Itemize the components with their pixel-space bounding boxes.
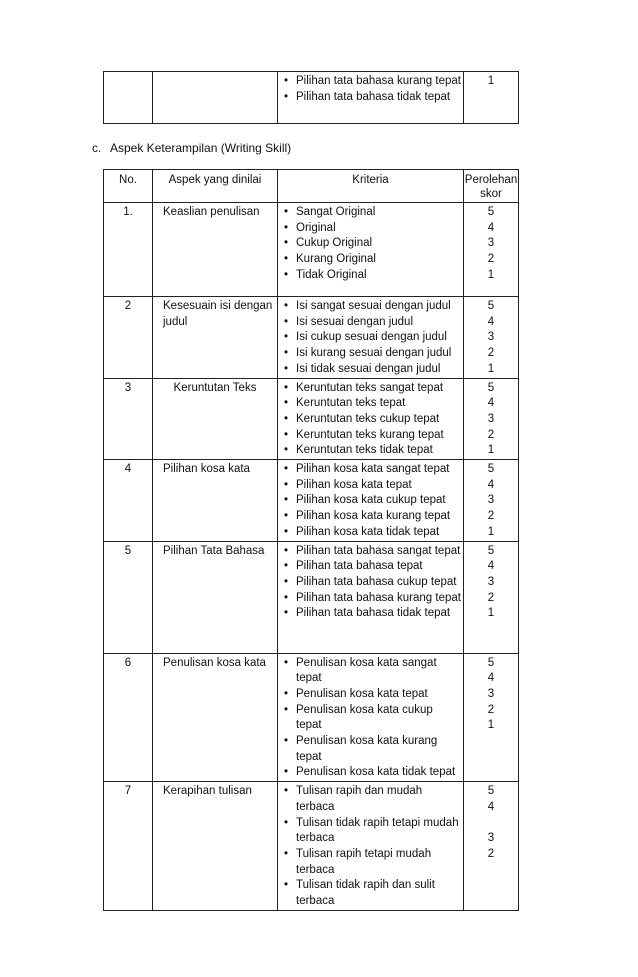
- criteria-item: • Keruntutan teks sangat tepat: [282, 381, 463, 397]
- criteria-item: • Isi sangat sesuai dengan judul: [282, 299, 463, 315]
- row-aspect: Kesesuain isi dengan judul: [153, 297, 278, 379]
- row-scores: [464, 378, 519, 460]
- criteria-item: • Sangat Original: [282, 205, 463, 221]
- row-no: 2: [104, 297, 153, 379]
- score-value: 3: [487, 687, 495, 700]
- row-scores: [464, 653, 519, 782]
- row-no: 5: [104, 541, 153, 653]
- score-value: 1: [487, 719, 495, 732]
- score-value: 4: [487, 315, 495, 328]
- criteria-item: • Pilihan kosa kata cukup tepat: [282, 493, 463, 509]
- score-value: 4: [487, 800, 495, 813]
- row-aspect: Keruntutan Teks: [153, 378, 278, 460]
- criteria-item: • Tulisan tidak rapih tetapi mudah terbaca: [282, 816, 463, 847]
- score-value: 2: [487, 253, 495, 266]
- continuation-row: [104, 72, 519, 124]
- criteria-item: • Pilihan tata bahasa tepat: [282, 559, 463, 575]
- score-value: 1: [487, 75, 495, 87]
- score-value: 1: [487, 444, 495, 457]
- row-criteria: [278, 653, 464, 782]
- criteria-item: • Pilihan tata bahasa tidak tepat: [282, 90, 463, 106]
- section-label: c.: [92, 141, 102, 155]
- score-value: 3: [487, 575, 495, 588]
- criteria-item: • Cukup Original: [282, 236, 463, 252]
- row-aspect: Penulisan kosa kata: [153, 653, 278, 782]
- row-no: 7: [104, 782, 153, 911]
- criteria-item: • Keruntutan teks tepat: [282, 396, 463, 412]
- header-score: Perolehan skor: [464, 170, 519, 203]
- table-row: [104, 297, 519, 379]
- criteria-item: • Keruntutan teks kurang tepat: [282, 428, 463, 444]
- score-value: 5: [487, 381, 495, 394]
- header-no: No.: [104, 170, 153, 203]
- score-value: 3: [487, 412, 495, 425]
- score-value: 2: [487, 347, 495, 360]
- row-criteria: [278, 782, 464, 911]
- score-value: 2: [487, 428, 495, 441]
- row-scores: [464, 203, 519, 297]
- criteria-item: • Pilihan kosa kata sangat tepat: [282, 462, 463, 478]
- row-scores: [464, 460, 519, 542]
- criteria-item: • Penulisan kosa kata sangat tepat: [282, 656, 463, 687]
- criteria-item: • Penulisan kosa kata tepat: [282, 687, 463, 703]
- score-value: 3: [487, 494, 495, 507]
- score-value: 1: [487, 525, 495, 538]
- criteria-item: • Pilihan tata bahasa sangat tepat: [282, 544, 463, 560]
- row-scores: [464, 297, 519, 379]
- score-value: 4: [487, 672, 495, 685]
- criteria-item: • Tulisan rapih dan mudah terbaca: [282, 784, 463, 815]
- criteria-item: • Penulisan kosa kata tidak tepat: [282, 765, 463, 781]
- row-aspect: Keaslian penulisan: [153, 203, 278, 297]
- score-value: 5: [487, 300, 495, 312]
- table-row: [104, 653, 519, 782]
- table-row: [104, 782, 519, 911]
- score-value: 3: [487, 331, 495, 344]
- score-value: 2: [487, 591, 495, 604]
- continuation-table: [103, 71, 519, 124]
- criteria-item: • Original: [282, 221, 463, 237]
- row-aspect: Pilihan kosa kata: [153, 460, 278, 542]
- row-aspect: Pilihan Tata Bahasa: [153, 541, 278, 653]
- score-value: 1: [487, 362, 495, 375]
- criteria-item: • Pilihan tata bahasa tidak tepat: [282, 606, 463, 622]
- criteria-item: • Pilihan tata bahasa cukup tepat: [282, 575, 463, 591]
- score-value: 5: [487, 544, 495, 557]
- criteria-item: • Penulisan kosa kata cukup tepat: [282, 703, 463, 734]
- continuation-no-cell: [104, 72, 153, 124]
- score-value: 5: [487, 206, 495, 218]
- row-scores: [464, 541, 519, 653]
- criteria-item: • Penulisan kosa kata kurang tepat: [282, 734, 463, 765]
- continuation-criteria-cell: [278, 72, 464, 124]
- criteria-item: • Pilihan kosa kata kurang tepat: [282, 509, 463, 525]
- score-value: 5: [487, 785, 495, 798]
- row-scores: [464, 782, 519, 911]
- section-title: Aspek Keterampilan (Writing Skill): [110, 141, 292, 155]
- score-value: 3: [487, 832, 495, 845]
- score-value: 4: [487, 478, 495, 491]
- score-value: 2: [487, 847, 495, 860]
- table-row: [104, 541, 519, 653]
- criteria-item: • Pilihan tata bahasa kurang tepat: [282, 74, 463, 90]
- header-aspect: Aspek yang dinilai: [153, 170, 278, 203]
- score-value: 4: [487, 560, 495, 573]
- score-value: 1: [487, 607, 495, 620]
- criteria-item: • Keruntutan teks cukup tepat: [282, 412, 463, 428]
- criteria-item: • Tulisan tidak rapih dan sulit terbaca: [282, 878, 463, 909]
- row-criteria: [278, 541, 464, 653]
- score-spacer: [464, 816, 518, 832]
- table-row: [104, 378, 519, 460]
- criteria-item: • Pilihan tata bahasa kurang tepat: [282, 591, 463, 607]
- criteria-item: • Tidak Original: [282, 268, 463, 284]
- criteria-item: • Tulisan rapih tetapi mudah terbaca: [282, 847, 463, 878]
- criteria-item: • Keruntutan teks tidak tepat: [282, 443, 463, 459]
- rubric-table: [103, 169, 519, 911]
- criteria-item: • Kurang Original: [282, 252, 463, 268]
- criteria-item: • Isi kurang sesuai dengan judul: [282, 346, 463, 362]
- continuation-aspect-cell: [153, 72, 278, 124]
- row-no: 4: [104, 460, 153, 542]
- row-no: 1.: [104, 203, 153, 297]
- header-criteria: Kriteria: [278, 170, 464, 203]
- row-criteria: [278, 378, 464, 460]
- score-value: 2: [487, 703, 495, 716]
- table-row: [104, 203, 519, 297]
- row-criteria: [278, 203, 464, 297]
- criteria-item: • Pilihan kosa kata tepat: [282, 478, 463, 494]
- table-header-row: [104, 170, 519, 203]
- score-value: 2: [487, 510, 495, 523]
- row-no: 3: [104, 378, 153, 460]
- row-no: 6: [104, 653, 153, 782]
- criteria-item: • Isi sesuai dengan judul: [282, 315, 463, 331]
- row-criteria: [278, 297, 464, 379]
- score-value: 5: [487, 656, 495, 669]
- score-value: 4: [487, 221, 495, 234]
- table-row: [104, 460, 519, 542]
- section-heading: [92, 141, 291, 155]
- score-value: 3: [487, 237, 495, 250]
- score-value: 5: [487, 463, 495, 476]
- score-value: 4: [487, 397, 495, 410]
- criteria-item: • Isi tidak sesuai dengan judul: [282, 362, 463, 378]
- continuation-score-cell: [464, 72, 519, 124]
- score-value: 1: [487, 268, 495, 281]
- row-criteria: [278, 460, 464, 542]
- criteria-item: • Pilihan kosa kata tidak tepat: [282, 525, 463, 541]
- row-aspect: Kerapihan tulisan: [153, 782, 278, 911]
- criteria-item: • Isi cukup sesuai dengan judul: [282, 330, 463, 346]
